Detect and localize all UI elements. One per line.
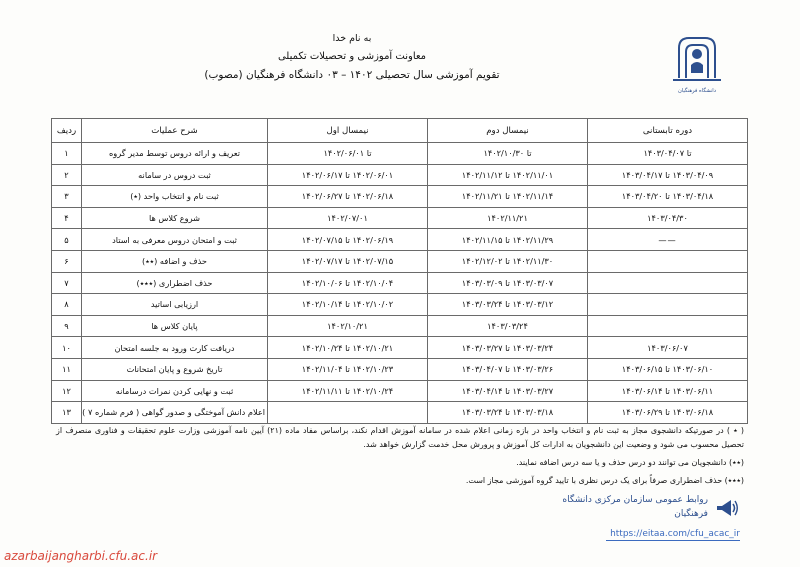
cell-index: ۸ [52,294,82,316]
cell-summer: —— [588,229,748,251]
cell-term2: ۱۴۰۳/۰۳/۲۷ تا ۱۴۰۳/۰۴/۱۴ [428,380,588,402]
cell-term2: ۱۴۰۳/۰۳/۱۲ تا ۱۴۰۳/۰۳/۲۴ [428,294,588,316]
megaphone-icon [714,495,740,521]
col-header-summer: دوره تابستانی [588,119,748,143]
cell-term1: ۱۴۰۲/۱۰/۲۱ [268,315,428,337]
table-row [52,186,748,208]
cell-operation: حذف اضطراری (٭٭٭) [82,272,268,294]
cell-summer [588,294,748,316]
table-row [52,380,748,402]
table-row [52,272,748,294]
footnotes [56,424,744,492]
cell-operation: پایان کلاس ها [82,315,268,337]
pr-line-2: فرهنگیان [674,508,708,519]
cell-operation: ثبت دروس در سامانه [82,164,268,186]
document-footer [480,494,740,541]
cell-summer: ۱۴۰۳/۰۶/۱۸ تا ۱۴۰۳/۰۶/۲۹ [588,402,748,424]
cell-summer: ۱۴۰۳/۰۶/۱۰ تا ۱۴۰۳/۰۶/۱۵ [588,358,748,380]
cell-index: ۱ [52,143,82,165]
cell-summer: ۱۴۰۳/۰۶/۰۷ [588,337,748,359]
cell-operation: تاریخ شروع و پایان امتحانات [82,358,268,380]
site-watermark: azarbaijangharbi.cfu.ac.ir [4,549,158,563]
table-row [52,229,748,251]
org-line: معاونت آموزشی و تحصیلات تکمیلی [277,50,427,62]
cell-index: ۴ [52,207,82,229]
cell-operation: حذف و اضافه (٭٭) [82,250,268,272]
cell-term2: ۱۴۰۲/۱۱/۰۱ تا ۱۴۰۲/۱۱/۱۲ [428,164,588,186]
col-header-operation: شرح عملیات [82,119,268,143]
cell-summer: تا ۱۴۰۳/۰۴/۰۷ [588,143,748,165]
cell-term1: ۱۴۰۲/۱۰/۲۱ تا ۱۴۰۲/۱۰/۲۴ [268,337,428,359]
footnote-1: ( ٭ ) در صورتیکه دانشجوی مجاز به ثبت نام و انتخاب واحد در بازه زمانی اعلام شده در سامانه آموزش اقدام نکند، براساس مفاد ماده (۲۱) آیین نامه آموزشی وزارت علوم تحقیقات و فناوری منصرف از تحصیل محسوب می شود و وضعیت این دانشجویان به ادارات کل آموزش و پرورش محل خدمت گزارش خواهد شد. [56,426,745,449]
cell-operation: اعلام دانش آموختگی و صدور گواهی ( فرم شماره ۷ ) [82,402,268,424]
table-row [52,143,748,165]
academic-calendar-table [51,118,748,424]
pr-line-1: روابط عمومی سازمان مرکزی دانشگاه [562,495,708,505]
cell-term2: ۱۴۰۲/۱۱/۱۴ تا ۱۴۰۲/۱۱/۲۱ [428,186,588,208]
cell-index: ۹ [52,315,82,337]
cell-term2: ۱۴۰۳/۰۳/۱۸ تا ۱۴۰۳/۰۳/۲۴ [428,402,588,424]
cell-summer [588,272,748,294]
cell-term2: تا ۱۴۰۲/۱۰/۳۰ [428,143,588,165]
cell-term1: ۱۴۰۲/۱۰/۲۴ تا ۱۴۰۲/۱۱/۱۱ [268,380,428,402]
cell-index: ۱۱ [52,358,82,380]
cell-operation: ثبت و نهایی کردن نمرات درسامانه [82,380,268,402]
cell-summer: ۱۴۰۳/۰۴/۳۰ [588,207,748,229]
table-row [52,358,748,380]
document-title: تقویم آموزشی سال تحصیلی ۱۴۰۲ – ۰۳ دانشگاه فرهنگیان (مصوب) [204,69,500,82]
cell-index: ۶ [52,250,82,272]
table-row [52,250,748,272]
col-header-term1: نیمسال اول [268,119,428,143]
cell-term1: ۱۴۰۲/۰۶/۱۸ تا ۱۴۰۲/۰۶/۲۷ [268,186,428,208]
footnote-2: (٭٭) دانشجویان می توانند دو درس حذف و یا سه درس اضافه نمایند. [516,458,744,467]
university-logo [660,28,734,106]
cell-term2: ۱۴۰۳/۰۳/۲۴ تا ۱۴۰۳/۰۳/۲۷ [428,337,588,359]
cell-summer [588,250,748,272]
logo-caption: دانشگاه فرهنگیان [677,88,717,94]
col-header-term2: نیمسال دوم [428,119,588,143]
cell-term1: ۱۴۰۲/۱۰/۰۴ تا ۱۴۰۲/۱۰/۰۶ [268,272,428,294]
cell-term1: ۱۴۰۲/۰۶/۱۹ تا ۱۴۰۲/۰۷/۱۵ [268,229,428,251]
cell-operation: شروع کلاس ها [82,207,268,229]
cell-index: ۳ [52,186,82,208]
cell-term1 [268,402,428,424]
eitaa-channel-link[interactable]: https://eitaa.com/cfu_acac_ir [606,529,740,541]
document-header [52,26,748,110]
cell-summer: ۱۴۰۳/۰۴/۱۸ تا ۱۴۰۳/۰۴/۲۰ [588,186,748,208]
table-row [52,337,748,359]
cell-term1: تا ۱۴۰۲/۰۶/۰۱ [268,143,428,165]
farhangian-logo-icon [669,28,725,86]
cell-term2: ۱۴۰۳/۰۳/۲۶ تا ۱۴۰۳/۰۴/۰۷ [428,358,588,380]
cell-term1: ۱۴۰۲/۰۷/۱۵ تا ۱۴۰۲/۰۷/۱۷ [268,250,428,272]
cell-operation: ثبت و امتحان دروس معرفی به استاد [82,229,268,251]
table-header-row [52,119,748,143]
col-header-index: ردیف [52,119,82,143]
cell-term2: ۱۴۰۳/۰۳/۰۷ تا ۱۴۰۳/۰۳/۰۹ [428,272,588,294]
cell-index: ۱۳ [52,402,82,424]
cell-operation: ثبت نام و انتخاب واحد (٭) [82,186,268,208]
table-row [52,294,748,316]
cell-term1: ۱۴۰۲/۱۰/۲۳ تا ۱۴۰۲/۱۱/۰۴ [268,358,428,380]
table-row [52,402,748,424]
cell-index: ۵ [52,229,82,251]
cell-term1: ۱۴۰۲/۰۶/۰۱ تا ۱۴۰۲/۰۶/۱۷ [268,164,428,186]
cell-index: ۱۲ [52,380,82,402]
cell-term2: ۱۴۰۲/۱۱/۲۹ تا ۱۴۰۲/۱۱/۱۵ [428,229,588,251]
cell-index: ۲ [52,164,82,186]
cell-summer [588,315,748,337]
cell-summer: ۱۴۰۳/۰۴/۰۹ تا ۱۴۰۳/۰۴/۱۷ [588,164,748,186]
cell-term2: ۱۴۰۲/۱۱/۳۰ تا ۱۴۰۲/۱۲/۰۲ [428,250,588,272]
cell-term1: ۱۴۰۲/۱۰/۰۲ تا ۱۴۰۲/۱۰/۱۴ [268,294,428,316]
cell-summer: ۱۴۰۳/۰۶/۱۱ تا ۱۴۰۳/۰۶/۱۴ [588,380,748,402]
bismillah-line: به نام خدا [332,33,372,44]
cell-term2: ۱۴۰۳/۰۳/۲۴ [428,315,588,337]
cell-operation: ارزیابی اساتید [82,294,268,316]
table-row [52,207,748,229]
cell-term2: ۱۴۰۲/۱۱/۲۱ [428,207,588,229]
table-row [52,315,748,337]
cell-index: ۷ [52,272,82,294]
title-block [52,30,652,85]
table-row [52,164,748,186]
cell-index: ۱۰ [52,337,82,359]
cell-operation: تعریف و ارائه دروس توسط مدیر گروه [82,143,268,165]
cell-term1: ۱۴۰۲/۰۷/۰۱ [268,207,428,229]
cell-operation: دریافت کارت ورود به جلسه امتحان [82,337,268,359]
footnote-3: (٭٭٭) حذف اضطراری صرفاً برای یک درس نظری با تایید گروه آموزشی مجاز است. [465,476,744,485]
